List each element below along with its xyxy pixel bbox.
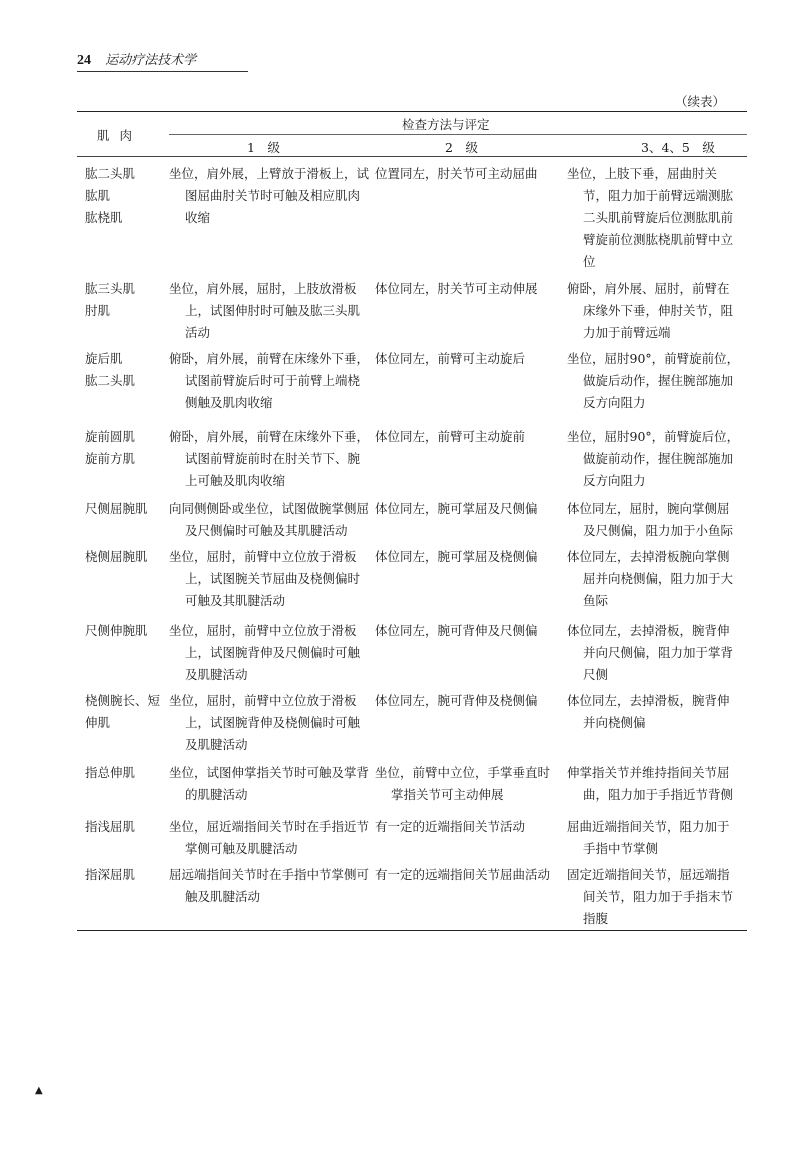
muscle-cell [77,278,169,344]
table-row [77,686,747,756]
muscle-name: 肘肌 [85,303,111,318]
grade1-cell: 坐位，肩外展，屈肘，上肢放滑板上，试图伸肘时可触及肱三头肌活动 [169,281,361,340]
grade2-cell: 位置同左，肘关节可主动屈曲 [375,166,538,181]
header-rule [77,71,248,72]
running-header [77,49,196,69]
grade2-cell: 坐位，前臂中立位，手掌垂直时掌指关节可主动伸展 [375,765,551,802]
grade2-cell: 体位同左，腕可背伸及尺侧偏 [375,623,538,638]
book-title: 运动疗法技术学 [105,53,197,68]
grade345-cell: 屈曲近端指间关节，阻力加于手指中节掌侧 [567,819,730,856]
muscle-cell [77,864,169,930]
table-row [77,414,747,492]
muscle-cell [77,348,169,414]
grade1-cell: 坐位，屈肘，前臂中立位放于滑板上，试图腕背伸及桡侧偏时可触及肌腱活动 [169,693,361,752]
grade345-cell: 体位同左，去掉滑板，腕背伸并向桡侧偏 [567,693,730,730]
muscle-name: 指总伸肌 [85,765,136,780]
muscle-name: 尺侧屈腕肌 [85,501,148,516]
page-number: 24 [77,53,91,68]
grade345-cell: 坐位，上肢下垂，屈曲肘关节，阻力加于前臂远端测肱二头肌前臂旋后位测肱肌前臂旋前位测肱桡肌前臂中立位 [567,166,734,269]
grade1-cell: 坐位，试图伸掌指关节时可触及掌背的肌腱活动 [169,765,370,802]
grade345-cell: 体位同左，去掉滑板腕向掌侧屈并向桡侧偏，阻力加于大鱼际 [567,549,734,608]
muscle-cell [77,816,169,860]
grade345-cell: 体位同左，屈肘，腕向掌侧屈及尺侧偏，阻力加于小鱼际 [567,501,734,538]
grade1-cell: 向同侧侧卧或坐位，试图做腕掌侧屈及尺侧偏时可触及其肌腱活动 [169,501,370,538]
table-row [77,344,747,414]
muscle-cell [77,498,169,542]
muscle-name: 肱肌 [85,188,111,203]
grade345-cell: 体位同左，去掉滑板，腕背伸并向尺侧偏，阻力加于掌背尺侧 [567,623,734,682]
grade2-cell: 体位同左，前臂可主动旋后 [375,351,526,366]
grade2-cell: 体位同左，腕可掌屈及桡侧偏 [375,549,538,564]
muscle-name: 旋后肌 [85,351,123,366]
header-grade2: 2 级 [445,140,478,155]
grade2-cell: 体位同左，腕可背伸及桡侧偏 [375,693,538,708]
muscle-cell [77,426,169,492]
grade345-cell: 俯卧，肩外展、屈肘，前臂在床缘外下垂，伸肘关节，阻力加于前臂远端 [567,281,734,340]
grade2-cell: 体位同左，肘关节可主动伸展 [375,281,538,296]
muscle-name: 肱二头肌 [85,166,136,181]
muscle-name: 指深屈肌 [85,867,136,882]
muscle-name: 肱二头肌 [85,373,136,388]
muscle-name: 桡侧屈腕肌 [85,549,148,564]
muscle-cell [77,163,169,273]
muscle-test-table [77,111,747,931]
table-row [77,542,747,612]
grade1-cell: 坐位，屈近端指间关节时在手指近节掌侧可触及肌腱活动 [169,819,370,856]
header-grade1: 1 级 [247,140,280,155]
header-muscle: 肌肉 [97,128,143,143]
header-grade345: 3、4、5 级 [641,140,715,155]
table-row [77,157,747,273]
page-mark: ▲ [35,1085,43,1096]
table-body [77,157,747,930]
muscle-name: 尺侧伸腕肌 [85,623,148,638]
grade2-cell: 有一定的远端指间关节屈曲活动 [375,867,551,882]
muscle-name: 旋前方肌 [85,451,136,466]
grade345-cell: 坐位，屈肘90°，前臂旋前位，做旋后动作，握住腕部施加反方向阻力 [567,351,740,410]
grade2-cell: 有一定的近端指间关节活动 [375,819,526,834]
grade345-cell: 坐位，屈肘90°，前臂旋后位，做旋前动作，握住腕部施加反方向阻力 [567,429,740,488]
grade345-cell: 固定近端指间关节，屈远端指间关节，阻力加于手指末节指腹 [567,867,734,926]
table-row [77,273,747,344]
grade1-cell: 俯卧，肩外展，前臂在床缘外下垂，试图前臂旋前时在肘关节下、腕上可触及肌肉收缩 [169,429,370,488]
grade1-cell: 俯卧，肩外展，前臂在床缘外下垂，试图前臂旋后时可于前臂上端桡侧触及肌肉收缩 [169,351,370,410]
table-row [77,612,747,686]
grade345-cell: 伸掌指关节并维持指间关节屈曲，阻力加于手指近节背侧 [567,765,734,802]
muscle-name: 肱三头肌 [85,281,136,296]
muscle-cell [77,620,169,686]
table-row [77,860,747,930]
muscle-name: 旋前圆肌 [85,429,136,444]
muscle-name: 指浅屈肌 [85,819,136,834]
grade1-cell: 坐位，肩外展，上臂放于滑板上，试图屈曲肘关节时可触及相应肌肉收缩 [169,166,370,225]
table-row [77,492,747,542]
grade1-cell: 坐位，屈肘，前臂中立位放于滑板上，试图腕背伸及尺侧偏时可触及肌腱活动 [169,623,361,682]
muscle-cell [77,762,169,806]
table-row [77,806,747,860]
grade1-cell: 坐位，屈肘，前臂中立位放于滑板上，试图腕关节屈曲及桡侧偏时可触及其肌腱活动 [169,549,361,608]
header-sub-rule [169,134,747,135]
muscle-cell [77,546,169,612]
table-bottom-rule [77,930,747,931]
muscle-name: 肱桡肌 [85,210,123,225]
grade2-cell: 体位同左，前臂可主动旋前 [375,429,526,444]
continued-label: （续表） [675,94,726,109]
table-row [77,756,747,806]
grade2-cell: 体位同左，腕可掌屈及尺侧偏 [375,501,538,516]
muscle-name: 桡侧腕长、短伸肌 [85,693,161,730]
table-header [77,112,747,157]
muscle-cell [77,690,169,756]
grade1-cell: 屈远端指间关节时在手指中节掌侧可触及肌腱活动 [169,867,370,904]
header-method: 检查方法与评定 [402,117,490,132]
